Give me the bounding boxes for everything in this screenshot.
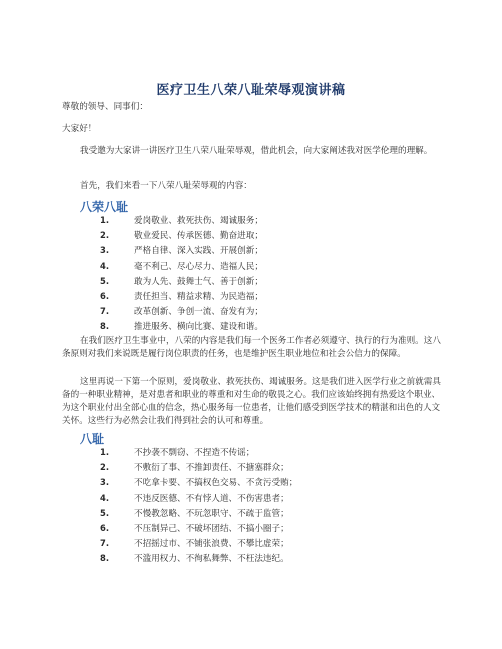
list-item: 2. 不敷衍了事、不推卸责任、不搪塞群众； (100, 462, 289, 474)
list-item: 1. 不抄袭不剽窃、不捏造不传谣； (100, 447, 255, 458)
list-item: 3. 严格自律、深入实践、开展创新； (100, 245, 263, 257)
intro-paragraph: 我受邀为大家讲一讲医疗卫生八荣八耻荣辱观，借此机会，向大家阐述我对医学伦理的理解。 (80, 146, 433, 156)
first-principle-paragraph: 这里再说一下第一个原则，爱岗敬业、救死扶伤、竭诚服务。这是我们进入医学行业之前就需具备的一种职业精神，是对患者和职业的尊重和对生命的敬畏之心。我们应该始终拥有热爱这个职业、为这个职业付出全部心血的信念，热心服务每一位患者，让他们感受到医学技术的精湛和出色的人文关怀。这些行为必然会让我们得到社会的认可和尊重。 (62, 377, 441, 426)
principles-paragraph: 在我们医疗卫生事业中，八荣的内容是我们每一个医务工作者必须遵守、执行的行为准则。这八条原则对我们来说既是履行岗位职责的任务，也是维护医生职业地位和社会公信力的保障。 (62, 336, 441, 359)
list-item: 1. 爱岗敬业、救死扶伤、竭诚服务； (100, 215, 263, 226)
list-item: 2. 敬业爱民、传承医德、勤奋进取； (100, 230, 263, 242)
list-item: 6. 责任担当、精益求精、为民造福； (100, 290, 263, 302)
list-item: 4. 毫不利己、尽心尽力、造福人民； (100, 260, 263, 272)
list-item: 7. 改革创新、争创一流、奋发有为； (100, 306, 263, 318)
list-item: 6. 不压制异己、不破坏团结、不搞小圈子； (100, 522, 289, 534)
shames-heading: 八耻 (80, 432, 105, 446)
hello-paragraph: 大家好！ (62, 124, 97, 134)
shames-list (100, 445, 297, 567)
list-item: 5. 不慢教忽略、不玩忽职守、不疏于监管； (100, 507, 289, 519)
list-item: 8. 推进服务、横向比赛、建设和谐。 (100, 321, 263, 333)
document-title: 医疗卫生八荣八耻荣辱观演讲稿 (156, 83, 346, 98)
honors-heading: 八荣八耻 (80, 200, 129, 214)
greeting-paragraph: 尊敬的领导、同事们： (62, 102, 148, 112)
list-item: 5. 敢为人先、鼓舞士气、善于创新； (100, 275, 263, 287)
honors-list (100, 213, 263, 335)
list-item: 7. 不招摇过市、不铺张浪费、不攀比虚荣； (100, 538, 289, 550)
list-item: 4. 不违反医德、不有悖人道、不伤害患者； (100, 492, 289, 504)
list-item: 8. 不滥用权力、不徇私舞弊、不枉法违纪。 (100, 553, 289, 565)
first-paragraph: 首先，我们来看一下八荣八耻荣辱观的内容： (80, 181, 252, 191)
list-item: 3. 不吃拿卡要、不搞权色交易、不贪污受贿； (100, 477, 298, 489)
